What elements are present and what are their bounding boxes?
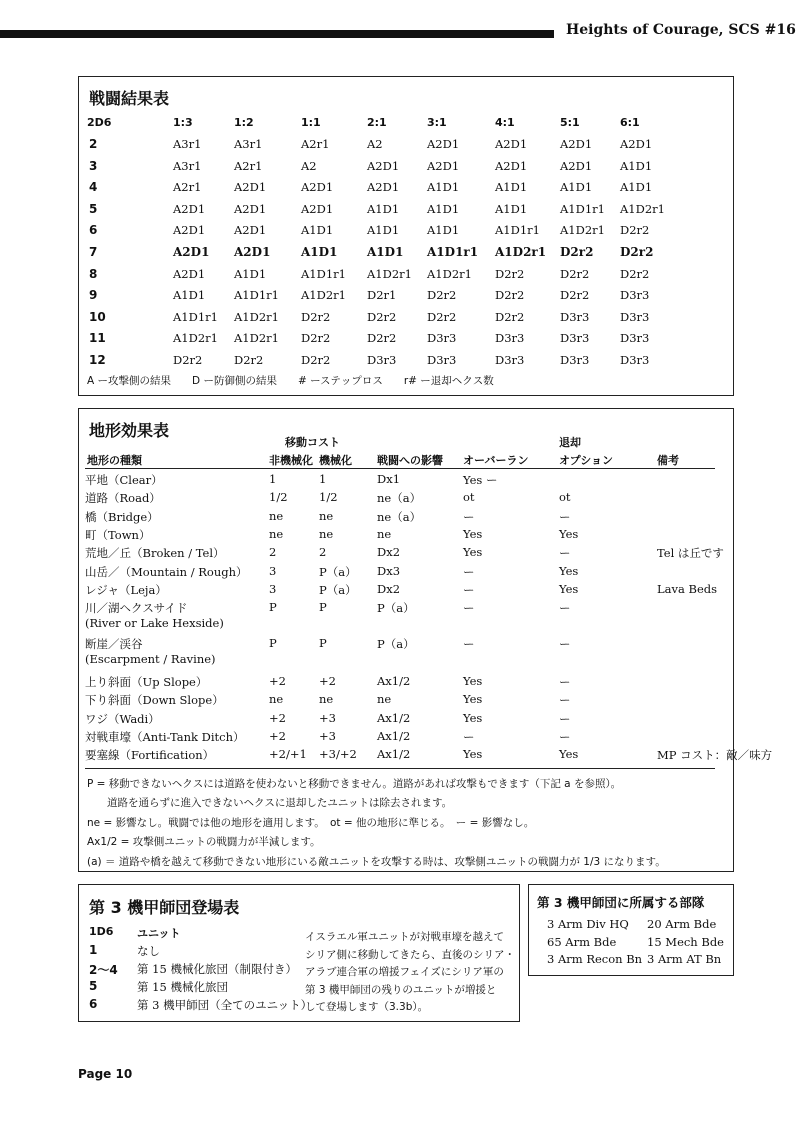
arrival-row-roll: 6 [89, 997, 98, 1011]
crt-result-cell: A2D1 [495, 158, 528, 173]
units-col2-item: 20 Arm Bde [647, 917, 717, 931]
crt-result-cell: A1D2r1 [234, 331, 279, 346]
crt-result-cell: D2r2 [301, 353, 331, 367]
tec-terrain-subtitle: (River or Lake Hexside) [85, 616, 224, 631]
crt-row-roll: 10 [89, 309, 106, 324]
arrival-unit-label: ユニット [137, 927, 181, 940]
crt-result-cell: A1D1r1 [173, 309, 218, 324]
crt-result-cell: A3r1 [173, 137, 202, 151]
combat-results-table [78, 76, 734, 396]
tec-combat-cell: ne（a） [377, 509, 422, 524]
tec-overrun-cell: Yes [463, 526, 483, 541]
tec-note: P = 移動できないヘクスには道路を使わないと移動できません。道路があれば攻撃もできます（下記 a を参照）。 [87, 777, 622, 790]
arrival-description-line: イスラエル軍ユニットが対戦車壕を越えて [305, 931, 504, 943]
crt-result-cell: A1D1r1 [495, 223, 540, 238]
crt-result-cell: A1D1 [560, 180, 593, 195]
crt-result-cell: D3r3 [620, 331, 650, 346]
tec-terrain-cell: 町（Town） [85, 527, 151, 542]
tec-overrun-cell: Yes [463, 692, 483, 707]
tec-mech-cell: P（a） [319, 582, 357, 597]
tec-column-header: 戦闘への影響 [377, 454, 443, 467]
crt-row-roll: 8 [89, 266, 98, 281]
crt-result-cell: A2D1 [560, 137, 593, 151]
crt-column-header: 1:3 [173, 116, 193, 129]
crt-result-cell: D2r2 [495, 266, 525, 281]
crt-row-roll: 6 [89, 223, 98, 238]
crt-result-cell: D3r3 [495, 331, 525, 346]
crt-result-cell: A2D1 [301, 180, 334, 195]
tec-retreat-cell: ー [559, 675, 571, 690]
tec-mech-cell: ne [319, 692, 334, 707]
crt-result-cell: D2r2 [620, 266, 650, 281]
crt-result-cell: A2D1 [620, 137, 653, 151]
tec-combat-cell: ne（a） [377, 491, 422, 506]
tec-terrain-cell: 道路（Road） [85, 491, 161, 506]
crt-column-header: 1:1 [301, 116, 321, 129]
units-col2-item: 3 Arm AT Bn [647, 952, 722, 966]
crt-result-cell: A1D1 [367, 223, 400, 238]
crt-result-cell: A1D1 [620, 158, 653, 173]
tec-terrain-cell: 対戦車壕（Anti-Tank Ditch） [85, 730, 245, 744]
tec-terrain-cell: ワジ（Wadi） [85, 711, 160, 726]
tec-nonmech-cell: ne [269, 508, 284, 523]
tec-mech-cell: +3/+2 [319, 747, 357, 762]
crt-result-cell: D3r3 [620, 309, 650, 324]
tec-terrain-cell: 山岳／（Mountain / Rough） [85, 564, 248, 579]
tec-mech-cell: 1 [319, 472, 327, 486]
crt-result-cell: A1D1r1 [301, 266, 346, 281]
crt-result-cell: A3r1 [173, 158, 202, 173]
crt-result-cell: A1D1 [367, 201, 400, 216]
crt-result-cell: A1D1r1 [427, 245, 479, 259]
tec-title: 地形効果表 [89, 421, 170, 440]
tec-combat-cell: Dx2 [377, 545, 401, 560]
crt-result-cell: D2r2 [427, 288, 457, 303]
tec-column-header: 機械化 [319, 454, 352, 467]
tec-nonmech-cell: 1 [269, 472, 277, 486]
tec-retreat-cell: ー [559, 601, 571, 616]
crt-row-roll: 2 [89, 137, 98, 151]
crt-result-cell: D2r2 [560, 288, 590, 303]
crt-result-cell: A1D2r1 [495, 245, 547, 259]
crt-result-cell: A1D1 [367, 245, 404, 259]
arrival-description-line: アラブ連合軍の増援フェイズにシリア軍の [305, 966, 504, 978]
crt-result-cell: D2r1 [367, 288, 397, 303]
crt-row-roll: 9 [89, 288, 98, 303]
tec-retreat-cell: Yes [559, 563, 579, 578]
tec-terrain-cell: 川／湖ヘクスサイド [85, 601, 188, 616]
tec-combat-cell: Ax1/2 [377, 710, 411, 725]
tec-terrain-cell: 橋（Bridge） [85, 509, 159, 524]
tec-note: Ax1/2 = 攻撃側ユニットの戦闘力が半減します。 [87, 836, 321, 849]
crt-result-cell: D2r2 [620, 223, 650, 238]
crt-result-cell: D3r3 [495, 353, 525, 367]
crt-result-cell: A1D2r1 [560, 223, 605, 238]
crt-result-cell: D2r2 [495, 309, 525, 324]
tec-overrun-cell: ー [463, 730, 475, 744]
tec-retreat-cell: ー [559, 637, 571, 652]
arrival-description-line: シリア側に移動してきたら、直後のシリア・ [305, 948, 515, 961]
tec-nonmech-cell: 2 [269, 545, 277, 560]
crt-result-cell: A2 [301, 158, 317, 173]
tec-overrun-cell: ー [463, 637, 475, 652]
tec-overrun-cell: ー [463, 601, 475, 616]
crt-result-cell: A1D1 [620, 180, 653, 195]
crt-result-cell: A2 [367, 137, 383, 151]
tec-overrun-cell: Yes [463, 747, 483, 762]
tec-combat-cell: Dx1 [377, 472, 401, 486]
crt-result-cell: D2r2 [301, 309, 331, 324]
crt-column-header: 6:1 [620, 116, 640, 129]
tec-combat-cell: Dx2 [377, 581, 401, 596]
tec-retreat-cell: ー [559, 509, 571, 524]
tec-overrun-cell: Yes [463, 545, 483, 560]
crt-result-cell: A1D1 [173, 288, 206, 303]
crt-result-cell: A1D1 [301, 245, 338, 259]
crt-column-header: 1:2 [234, 116, 254, 129]
crt-result-cell: A2D1 [234, 180, 267, 195]
crt-legend: A ー攻撃側の結果 D ー防御側の結果 # ーステップロス r# ー退却ヘクス数 [87, 375, 494, 387]
units-col1-item: 3 Arm Recon Bn [547, 952, 643, 966]
tec-mech-cell: P（a） [319, 564, 357, 579]
crt-result-cell: A2D1 [427, 137, 460, 151]
crt-result-cell: A2D1 [234, 245, 271, 259]
tec-mech-cell: +2 [319, 674, 336, 689]
tec-terrain-cell: レジャ（Leja） [85, 582, 167, 597]
tec-column-header: オーバーラン [463, 454, 529, 467]
tec-nonmech-cell: P [269, 600, 277, 615]
tec-overrun-cell: ー [463, 564, 475, 579]
crt-result-cell: D3r3 [620, 353, 650, 367]
crt-result-cell: A2r1 [301, 137, 330, 151]
tec-nonmech-cell: 3 [269, 563, 277, 578]
tec-terrain-cell: 荒地／丘（Broken / Tel） [85, 546, 225, 561]
terrain-effects-chart [78, 408, 773, 872]
tec-nonmech-cell: 1/2 [269, 490, 288, 505]
crt-result-cell: D2r2 [367, 331, 397, 346]
crt-result-cell: A1D1 [427, 180, 460, 195]
crt-result-cell: A1D2r1 [427, 266, 472, 281]
crt-result-cell: A2D1 [367, 180, 400, 195]
crt-result-cell: D3r3 [560, 353, 590, 367]
crt-result-cell: A2D1 [234, 201, 267, 216]
header-bar [0, 30, 554, 38]
crt-result-cell: D3r3 [560, 309, 590, 324]
tec-combat-cell: P（a） [377, 601, 415, 616]
tec-nonmech-cell: 3 [269, 581, 277, 596]
tec-nonmech-cell: +2/+1 [269, 747, 307, 762]
tec-notes-cell: MP コスト：敵／味方 [657, 748, 773, 763]
tec-combat-cell: Ax1/2 [377, 747, 411, 762]
tec-mech-cell: 1/2 [319, 490, 338, 505]
tec-note: 道路を通らずに進入できないヘクスに退却したユニットは除去されます。 [107, 797, 453, 810]
arrival-row-unit: なし [137, 944, 160, 958]
crt-result-cell: A2D1 [560, 158, 593, 173]
tec-mech-cell: ne [319, 508, 334, 523]
tec-mech-cell: 2 [319, 545, 327, 560]
tec-mech-cell: +3 [319, 729, 336, 743]
crt-result-cell: A2D1 [173, 223, 206, 238]
units-col1-item: 3 Arm Div HQ [547, 917, 629, 931]
tec-column-header: オプション [559, 454, 614, 467]
tec-header-movement: 移動コスト [285, 436, 340, 449]
crt-result-cell: A1D1 [495, 201, 528, 216]
tec-retreat-cell: ー [559, 693, 571, 708]
crt-result-cell: A2D1 [427, 158, 460, 173]
tec-retreat-cell: ー [559, 546, 571, 561]
crt-column-header: 4:1 [495, 116, 515, 129]
tec-terrain-cell: 上り斜面（Up Slope） [85, 675, 208, 690]
crt-result-cell: D2r2 [301, 331, 331, 346]
crt-result-cell: A1D1 [234, 266, 267, 281]
tec-notes-rule [85, 768, 715, 769]
crt-row-roll: 12 [89, 353, 106, 367]
tec-overrun-cell: ー [463, 582, 475, 597]
crt-result-cell: D3r3 [620, 288, 650, 303]
arrival-table [78, 884, 520, 1022]
tec-combat-cell: ne [377, 526, 392, 541]
arrival-row-unit: 第 15 機械化旅団（制限付き） [137, 962, 297, 976]
crt-result-cell: A1D1 [427, 201, 460, 216]
arrival-row-roll: 2～4 [89, 963, 118, 977]
tec-overrun-cell: Yes ー [463, 473, 498, 487]
crt-result-cell: D2r2 [234, 353, 264, 367]
tec-combat-cell: Ax1/2 [377, 674, 411, 689]
arrival-description-line: 第 3 機甲師団の残りのユニットが増援と [305, 983, 497, 996]
crt-result-cell: D2r2 [560, 245, 594, 259]
crt-result-cell: A1D1r1 [560, 201, 605, 216]
tec-nonmech-cell: ne [269, 526, 284, 541]
crt-result-cell: A2D1 [367, 158, 400, 173]
crt-result-cell: A1D2r1 [234, 309, 279, 324]
arrival-row-unit: 第 3 機甲師団（全てのユニット） [137, 998, 313, 1012]
tec-note: (a) ＝ 道路や橋を越えて移動できない地形にいる敵ユニットを攻撃する時は、攻撃側ユニットの戦闘力が 1/3 になります。 [87, 855, 666, 868]
crt-result-cell: A1D1r1 [234, 288, 279, 303]
crt-result-cell: A3r1 [234, 137, 263, 151]
tec-notes-cell: Lava Beds [657, 581, 718, 596]
tec-header-retreat: 退却 [559, 436, 581, 449]
crt-result-cell: D3r3 [367, 353, 397, 367]
tec-mech-cell: +3 [319, 710, 336, 725]
tec-column-header: 非機械化 [269, 454, 313, 467]
crt-result-cell: A1D2r1 [173, 331, 218, 346]
crt-result-cell: A2D1 [173, 245, 210, 259]
tec-terrain-subtitle: (Escarpment / Ravine) [85, 652, 216, 667]
crt-result-cell: A1D2r1 [620, 201, 665, 216]
tec-combat-cell: ne [377, 692, 392, 707]
arrival-description-line: して登場します（3.3b）。 [305, 1001, 429, 1013]
crt-result-cell: D2r2 [495, 288, 525, 303]
tec-column-header: 備考 [657, 454, 679, 467]
tec-mech-cell: P [319, 600, 327, 615]
units-col1-item: 65 Arm Bde [547, 934, 617, 949]
crt-row-roll: 5 [89, 201, 98, 216]
crt-result-cell: A2D1 [173, 201, 206, 216]
crt-result-cell: A1D1 [427, 223, 460, 238]
tec-combat-cell: P（a） [377, 637, 415, 652]
units-title: 第 3 機甲師団に所属する部隊 [537, 895, 705, 910]
tec-nonmech-cell: +2 [269, 710, 286, 725]
tec-nonmech-cell: +2 [269, 729, 286, 743]
crt-result-cell: A2D1 [173, 266, 206, 281]
arrival-row-unit: 第 15 機械化旅団 [137, 980, 228, 994]
tec-retreat-cell: Yes [559, 526, 579, 541]
crt-row-roll: 3 [89, 158, 98, 173]
crt-row-roll: 11 [89, 331, 106, 346]
crt-row-roll: 7 [89, 245, 98, 259]
arrival-title: 第 3 機甲師団登場表 [89, 898, 240, 917]
crt-result-cell: A2D1 [495, 137, 528, 151]
tec-nonmech-cell: +2 [269, 674, 286, 689]
crt-result-cell: D3r3 [560, 331, 590, 346]
division-units-box [528, 884, 734, 976]
crt-column-header: 2:1 [367, 116, 387, 129]
tec-mech-cell: P [319, 636, 327, 651]
crt-row-roll: 4 [89, 180, 98, 195]
crt-title: 戦闘結果表 [89, 89, 170, 108]
tec-terrain-cell: 要塞線（Fortification） [85, 748, 215, 763]
crt-result-cell: A2D1 [234, 223, 267, 238]
page-number: Page 10 [78, 1067, 133, 1081]
tec-terrain-cell: 下り斜面（Down Slope） [85, 693, 224, 708]
tec-terrain-cell: 平地（Clear） [85, 473, 163, 487]
crt-result-cell: D3r3 [427, 331, 457, 346]
crt-die-label: 2D6 [87, 116, 112, 129]
crt-result-cell: A2r1 [173, 180, 202, 195]
tec-note: ne = 影響なし。戦闘では他の地形を適用します。 ot = 他の地形に準じる。 ー = 影響なし。 [87, 816, 535, 829]
arrival-row-roll: 1 [89, 943, 98, 957]
tec-overrun-cell: Yes [463, 674, 483, 689]
crt-result-cell: A1D2r1 [301, 288, 346, 303]
tec-retreat-cell: Yes [559, 747, 579, 762]
tec-column-header: 地形の種類 [87, 454, 142, 467]
crt-result-cell: A2r1 [234, 158, 263, 173]
crt-result-cell: D2r2 [367, 309, 397, 324]
crt-result-cell: D2r2 [560, 266, 590, 281]
crt-result-cell: A2D1 [301, 201, 334, 216]
tec-overrun-cell: ー [463, 509, 475, 524]
tec-terrain-cell: 断崖／渓谷 [85, 637, 143, 652]
tec-combat-cell: Ax1/2 [377, 729, 411, 743]
tec-retreat-cell: ー [559, 730, 571, 744]
crt-result-cell: A1D1 [301, 223, 334, 238]
running-header: Heights of Courage, SCS #16 [566, 22, 796, 38]
tec-retreat-cell: ot [559, 490, 571, 505]
arrival-die-label: 1D6 [89, 925, 114, 938]
tec-combat-cell: Dx3 [377, 563, 401, 578]
crt-result-cell: D2r2 [427, 309, 457, 324]
tec-nonmech-cell: ne [269, 692, 284, 707]
tec-retreat-cell: ー [559, 711, 571, 726]
crt-result-cell: A1D1 [495, 180, 528, 195]
tec-overrun-cell: ot [463, 490, 475, 505]
crt-result-cell: D3r3 [427, 353, 457, 367]
tec-overrun-cell: Yes [463, 710, 483, 725]
arrival-row-roll: 5 [89, 979, 98, 993]
crt-result-cell: D2r2 [620, 245, 654, 259]
tec-mech-cell: ne [319, 526, 334, 541]
units-col2-item: 15 Mech Bde [647, 934, 724, 949]
tec-notes-cell: Tel は丘です [657, 546, 724, 561]
crt-result-cell: A1D2r1 [367, 266, 412, 281]
crt-column-header: 5:1 [560, 116, 580, 129]
tec-retreat-cell: Yes [559, 581, 579, 596]
crt-column-header: 3:1 [427, 116, 447, 129]
tec-header-rule [85, 468, 715, 469]
crt-result-cell: D2r2 [173, 353, 203, 367]
tec-nonmech-cell: P [269, 636, 277, 651]
